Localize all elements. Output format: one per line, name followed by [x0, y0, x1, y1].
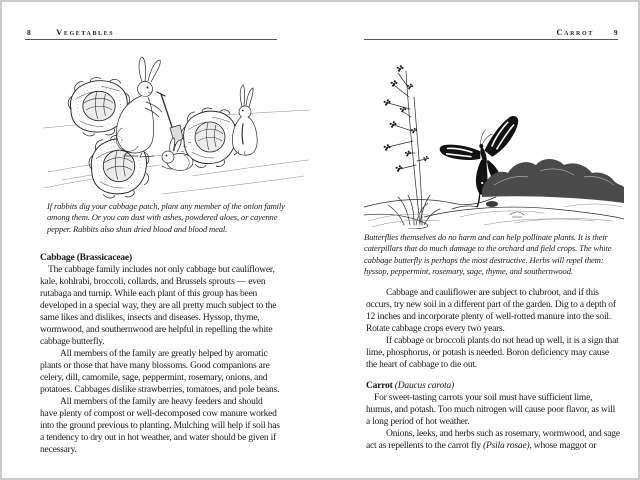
- left-body-column: [40, 252, 280, 456]
- right-running-title: Carrot: [556, 27, 594, 37]
- right-body-column: [366, 287, 620, 452]
- left-running-head: [27, 27, 114, 37]
- section-taxon: (Brassicaceae): [76, 253, 132, 263]
- paragraph: All members of the family are greatly helped by aromatic plants or those that have many blossoms. Good companions are celery, dill, camomile, sage, peppermint, rosemary, onions, and potatoes. Cabbages dislike strawberries, tomatoes, and pole beans.: [40, 349, 280, 395]
- right-figure-caption: Butterflies themselves do no harm and can help pollinate plants. It is their caterpillars that do much damage to the orchard and field crops. The white cabbage butterfly is perhaps the most destructive. Herbs will repel them: hyssop, peppermint, rosemary, sage, thyme, and southernwood.: [364, 232, 612, 276]
- left-figure-caption: If rabbits dig your cabbage patch, plant any member of the onion family among them. Or you can dust with ashes, powdered aloes, or cayenne pepper. Rabbits also shun dried blood and blood meal.: [47, 201, 285, 234]
- right-head-rule: [364, 39, 618, 40]
- left-page-number: 8: [27, 28, 32, 37]
- paragraph: [366, 428, 620, 452]
- section-heading-cabbage: [40, 252, 280, 264]
- section-name: Cabbage: [40, 253, 75, 263]
- paragraph: The cabbage family includes not only cabbage but cauliflower, kale, kohlrabi, broccoli, collards, and Brussels sprouts — even rutabaga and turnip. While each plant of this group has been developed in a special way, they are all pretty much subject to the same likes and dislikes, insects and diseases. Hyssop, thyme, wormwood, and southernwood are helpful in repelling the white cabbage butterfly.: [40, 265, 277, 347]
- section-name: Carrot: [366, 381, 393, 391]
- paragraph: Cabbage and cauliflower are subject to clubroot, and if this occurs, try new soil in a different part of the garden. Dig to a depth of 12 inches and incorporate plenty of well-rotted manure into the soil. Rotate cabbage crops every two years.: [366, 288, 616, 334]
- section-heading-carrot: [366, 380, 620, 392]
- section-taxon: (Daucus carota): [394, 381, 454, 391]
- paragraph-text: , whose maggot or: [529, 441, 597, 451]
- butterfly-over-meadow-drawing: [364, 57, 624, 229]
- paragraph: For sweet-tasting carrots your soil must have sufficient lime, humus, and potash. Too much nitrogen will cause poor flavor, as will a long period of hot weather.: [366, 393, 616, 427]
- right-running-head: [364, 27, 618, 37]
- right-page-number: 9: [613, 28, 618, 37]
- paragraph-text: Onions, leeks, and herbs such as rosemary, wormwood, and sage act as repellents to the carrot fly: [366, 429, 620, 451]
- latin-name: (Psila rosae): [483, 441, 530, 451]
- left-running-title: Vegetables: [56, 27, 115, 37]
- left-head-rule: [25, 39, 277, 40]
- paragraph: If cabbage or broccoli plants do not head up well, it is a sign that lime, phosphorus, or potash is needed. Boron deficiency may cause the heart of cabbage to die out.: [366, 336, 619, 370]
- paragraph: All members of the family are heavy feeders and should have plenty of compost or well-decomposed cow manure worked into the ground previous to planting. Mulching will help if soil has a tendency to dry out in hot weather, and water should be given if necessary.: [40, 397, 280, 455]
- rabbits-in-cabbage-patch-drawing: [42, 52, 312, 200]
